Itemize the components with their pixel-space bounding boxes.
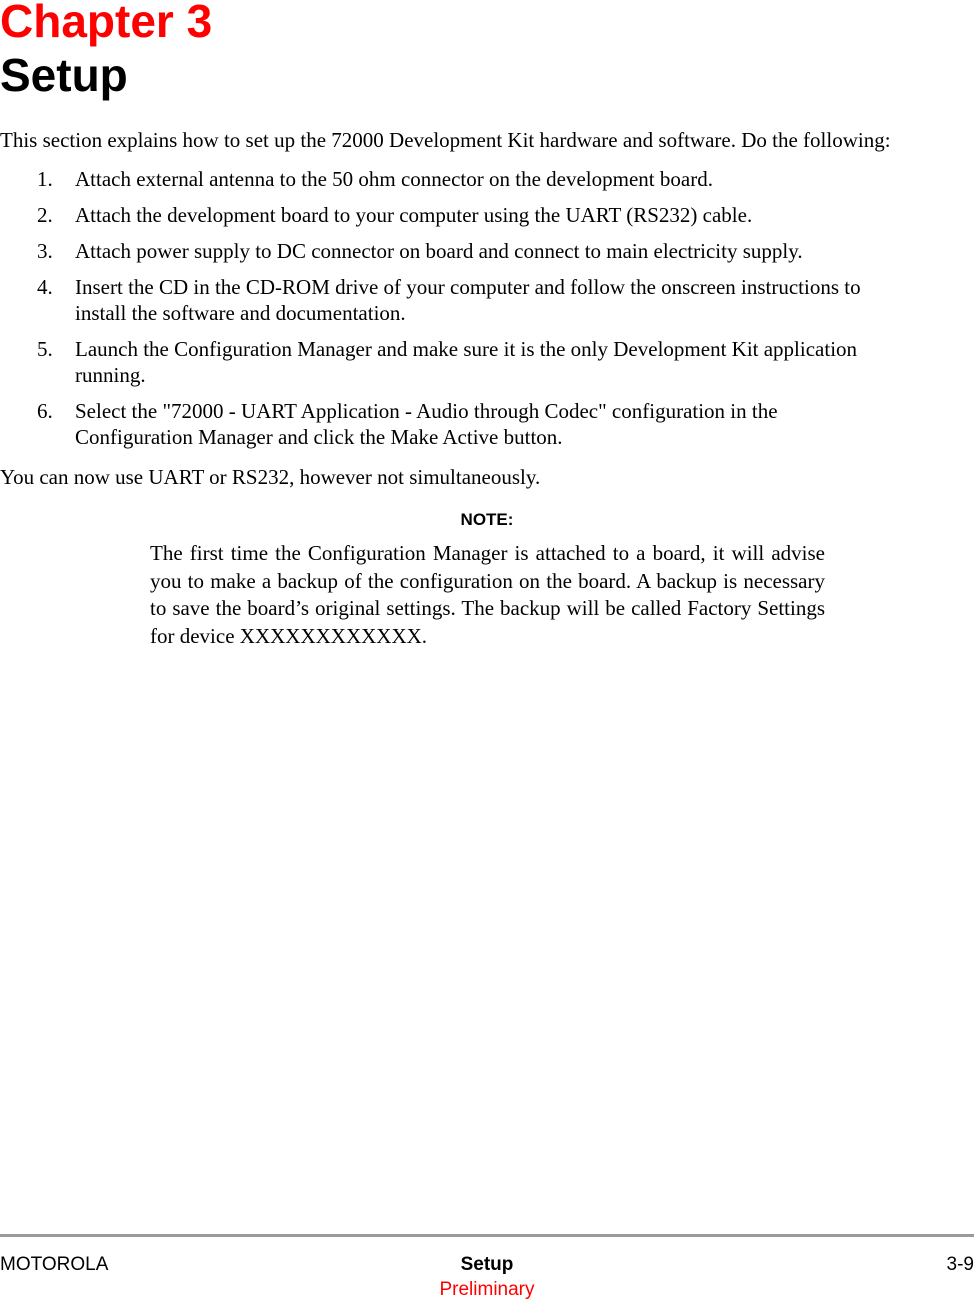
step-number: 2. [37,203,53,227]
chapter-label: Chapter 3 [0,0,213,47]
step-number: 6. [37,399,53,423]
note-label: NOTE: [460,510,514,529]
step-text: Launch the Configuration Manager and make sure it is the only Development Kit application running. [75,337,858,387]
footer-company: MOTOROLA [0,1254,109,1275]
footer-divider [0,1234,974,1237]
step-number: 5. [37,337,53,361]
step-number: 1. [37,167,53,191]
footer-page-number: 3-9 [946,1254,974,1275]
step-text: Attach power supply to DC connector on board and connect to main electricity supply. [75,239,803,263]
step-number: 3. [37,239,53,263]
intro-paragraph: This section explains how to set up the 72000 Development Kit hardware and software. Do the following: [0,128,891,152]
step-text: Insert the CD in the CD-ROM drive of your computer and follow the onscreen instructions to install the software and documentation. [75,275,861,325]
footer-section-title: Setup [460,1254,514,1275]
note-text: The first time the Configuration Manager is attached to a board, it will advise you to make a backup of the configuration on the board. A backup is necessary to save the board’s original settings. The backup will be called Factory Settings for device XXXXXXXXXXXX. [150,541,825,648]
list-item [0,398,895,450]
page-title: Setup [0,49,128,101]
list-item [0,336,895,388]
list-item [0,238,895,264]
setup-steps-list [0,166,895,460]
step-number: 4. [37,275,53,299]
list-item [0,166,895,192]
step-text: Attach external antenna to the 50 ohm connector on the development board. [75,167,713,191]
list-item [0,202,895,228]
step-text: Select the "72000 - UART Application - Audio through Codec" configuration in the Configuration Manager and click the Make Active button. [75,399,778,449]
outro-paragraph: You can now use UART or RS232, however not simultaneously. [0,465,541,489]
footer-status-label: Preliminary [439,1279,535,1300]
step-text: Attach the development board to your computer using the UART (RS232) cable. [75,203,753,227]
list-item [0,274,895,326]
